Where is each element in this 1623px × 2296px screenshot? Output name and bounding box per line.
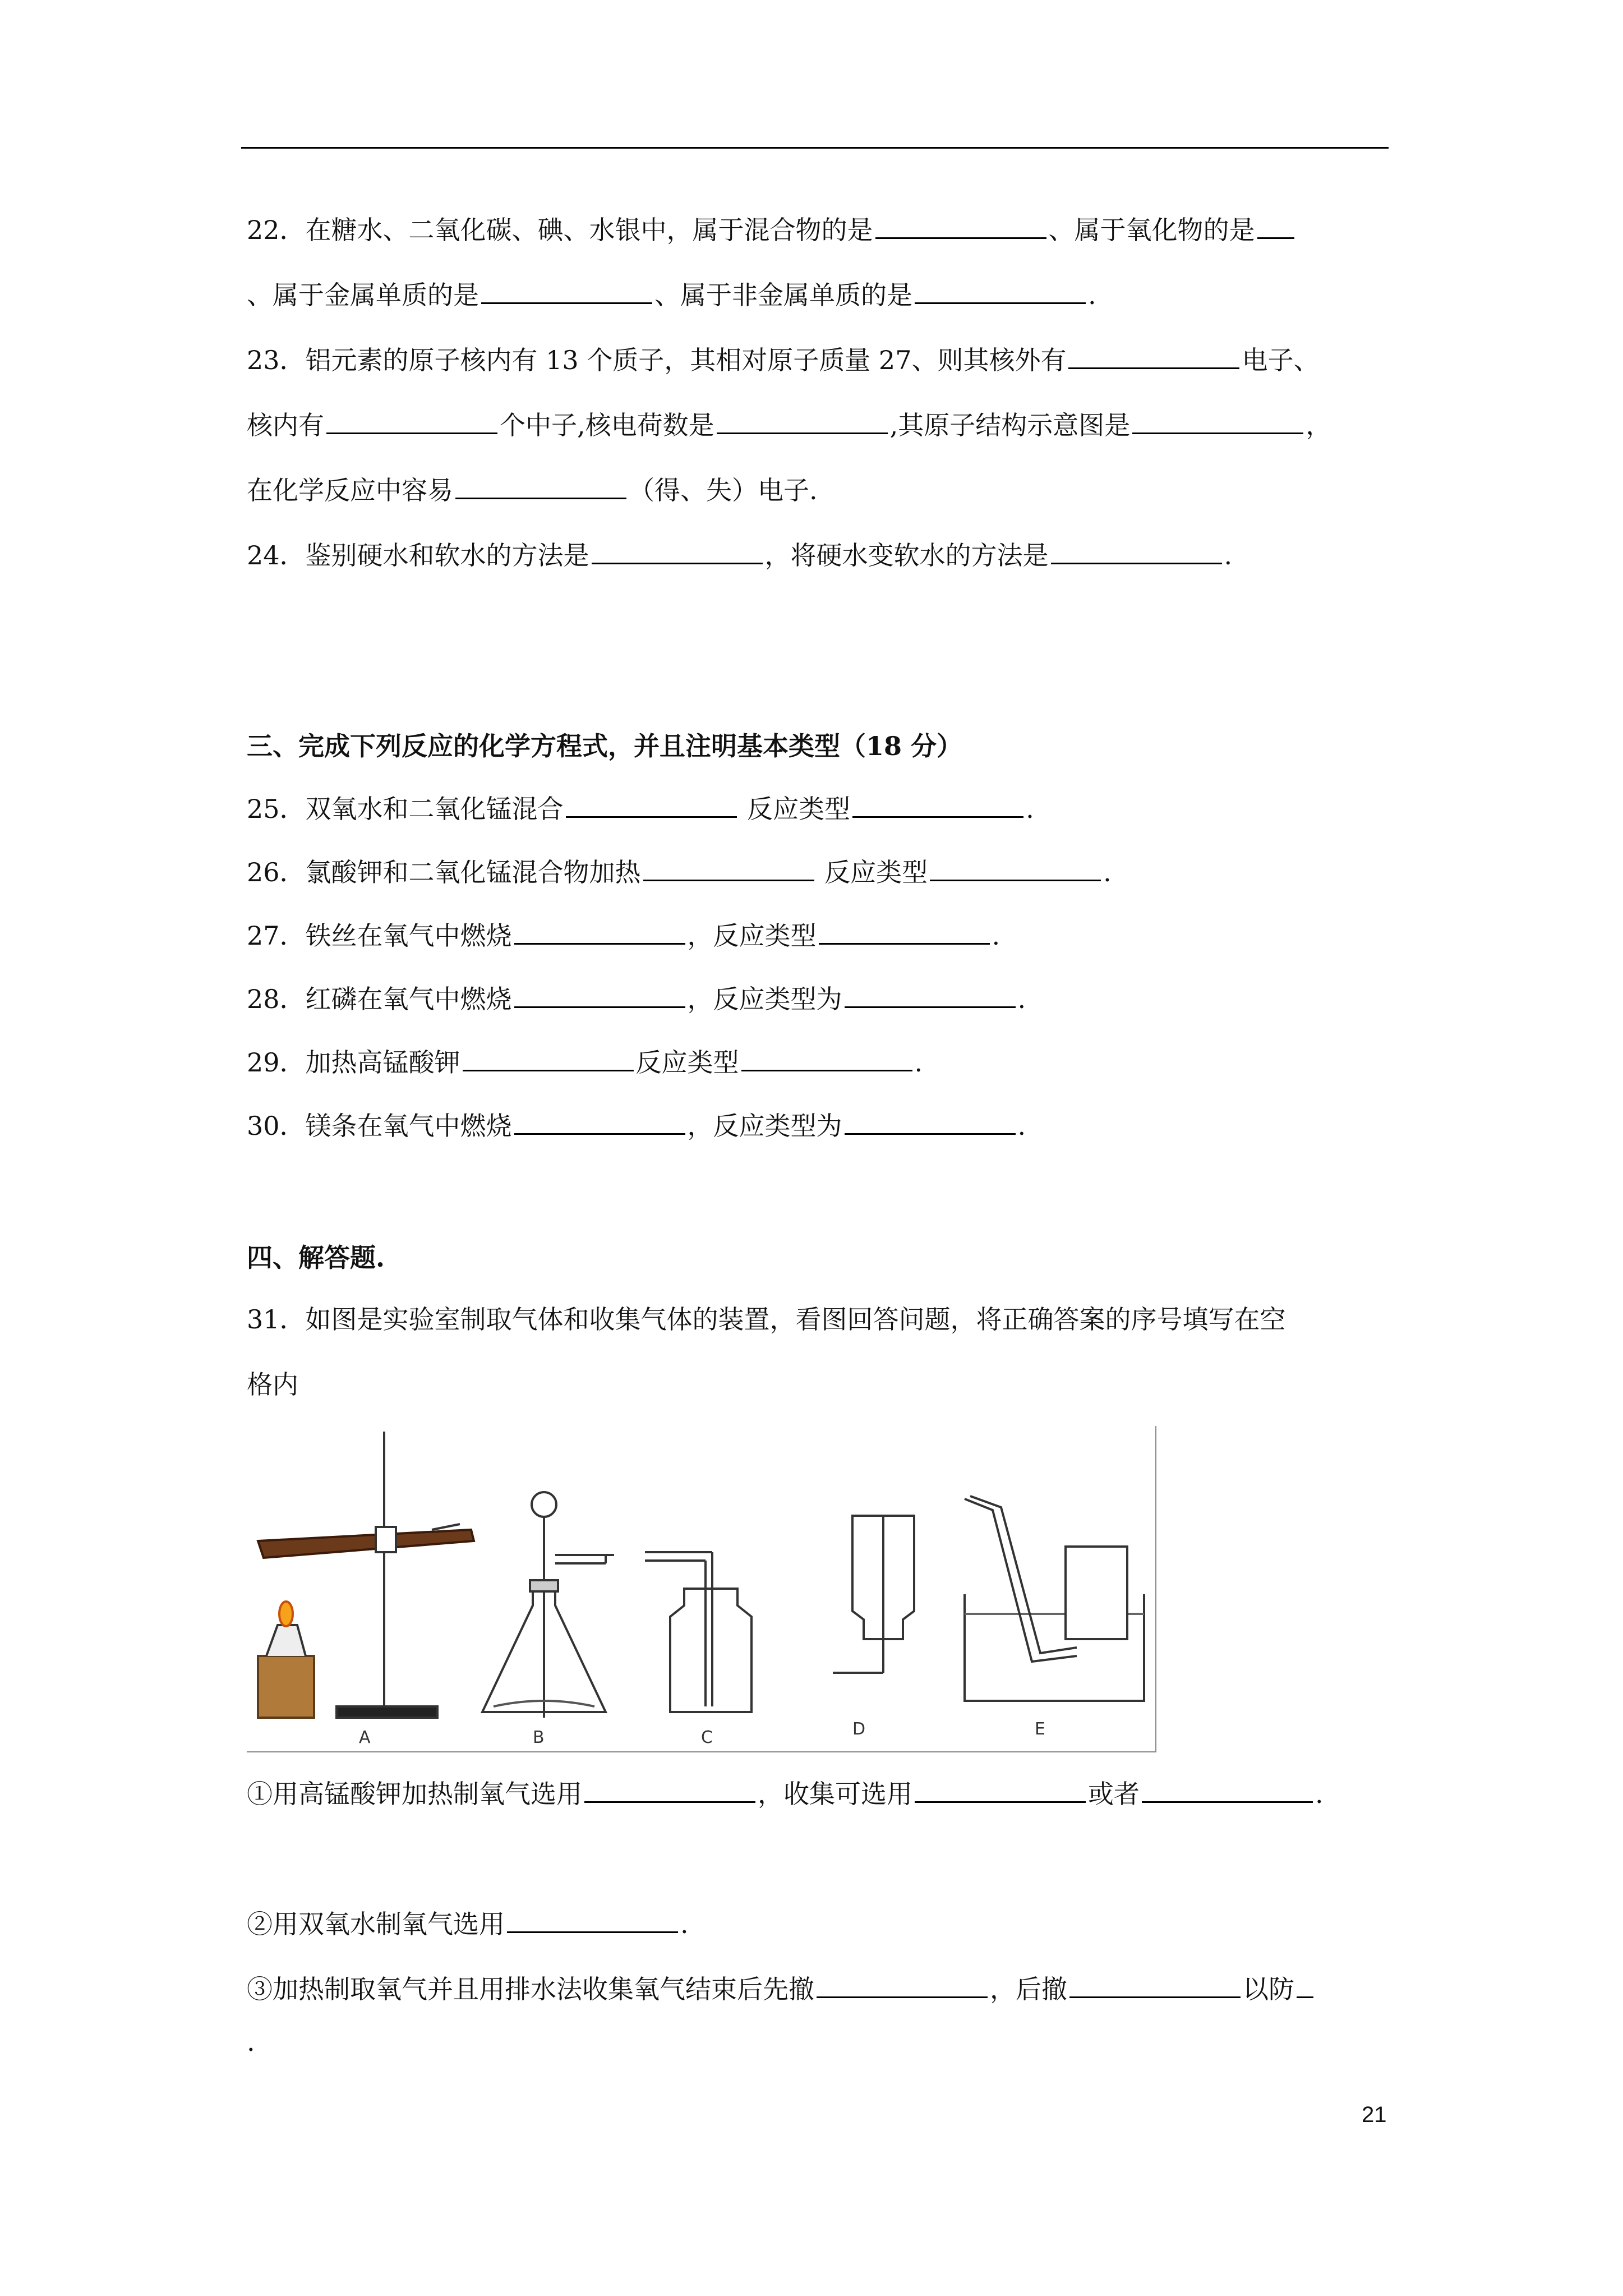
figure-label-c: C xyxy=(701,1728,713,1747)
q31-sub2-text-a: ②用双氧水制氧气选用 xyxy=(247,1909,505,1939)
q24-blank-soften[interactable] xyxy=(1051,539,1222,564)
question-22-line-1 xyxy=(247,213,1297,247)
q24-blank-identify[interactable] xyxy=(592,539,763,564)
question-30 xyxy=(247,1109,1026,1143)
q22-text-b: 、属于氧化物的是 xyxy=(1048,215,1255,245)
question-22-line-2 xyxy=(247,278,1096,312)
q31-sub3-blank-first[interactable] xyxy=(817,1973,988,1998)
q31-sub1-blank-collect-2[interactable] xyxy=(1142,1778,1313,1803)
q31-sub2-text-b: . xyxy=(680,1909,689,1939)
q22-text-c: 、属于金属单质的是 xyxy=(247,280,479,310)
q26-text-b: 反应类型 xyxy=(816,857,928,887)
question-26 xyxy=(247,855,1112,889)
q25-blank-equation[interactable] xyxy=(566,793,737,818)
q23-blank-neutrons[interactable] xyxy=(326,409,497,434)
q23-text-d: 个中子,核电荷数是 xyxy=(500,410,714,440)
q29-blank-type[interactable] xyxy=(741,1046,912,1071)
q29-text-a: 29．加热高锰酸钾 xyxy=(247,1047,460,1078)
q31-sub3-text-b: ，后撤 xyxy=(990,1974,1067,2004)
q24-text-a: 24．鉴别硬水和软水的方法是 xyxy=(247,540,589,570)
q31-sub2-blank-apparatus[interactable] xyxy=(507,1908,678,1933)
q31-sub1-text-a: ①用高锰酸钾加热制氧气选用 xyxy=(247,1779,582,1809)
q25-text-a: 25．双氧水和二氧化锰混合 xyxy=(247,794,564,824)
q31-sub3-text-c: 以防 xyxy=(1243,1974,1294,2004)
q26-blank-type[interactable] xyxy=(930,856,1101,881)
question-25 xyxy=(247,792,1034,826)
q27-text-b: ，反应类型 xyxy=(687,921,817,951)
question-23-line-2 xyxy=(247,408,1331,442)
q27-blank-type[interactable] xyxy=(819,919,990,945)
q29-text-c: . xyxy=(914,1047,923,1078)
q31-sub3-blank-prevent[interactable] xyxy=(1297,1973,1313,1998)
q22-text-e: . xyxy=(1088,280,1096,310)
q23-text-h: （得、失）电子. xyxy=(629,475,818,505)
q28-text-a: 28．红磷在氧气中燃烧 xyxy=(247,984,512,1014)
q22-text-d: 、属于非金属单质的是 xyxy=(654,280,912,310)
q30-blank-type[interactable] xyxy=(845,1110,1016,1135)
q31-sub3-blank-then[interactable] xyxy=(1069,1973,1241,1998)
q23-text-b: 电子、 xyxy=(1242,345,1320,375)
q23-blank-electrons[interactable] xyxy=(1068,344,1239,369)
page-number: 21 xyxy=(1362,2102,1387,2127)
q30-text-a: 30．镁条在氧气中燃烧 xyxy=(247,1111,512,1141)
q31-sub1-text-c: 或者 xyxy=(1088,1779,1140,1809)
section-3-heading: 三、完成下列反应的化学方程式，并且注明基本类型（18 分） xyxy=(247,731,963,761)
q23-text-e: ,其原子结构示意图是 xyxy=(889,410,1131,440)
q30-blank-equation[interactable] xyxy=(514,1110,685,1135)
q23-text-g: 在化学反应中容易 xyxy=(247,475,453,505)
q29-blank-equation[interactable] xyxy=(463,1046,634,1071)
apparatus-diagram xyxy=(247,1426,1155,1751)
q28-text-c: . xyxy=(1017,984,1026,1014)
q25-blank-type[interactable] xyxy=(852,793,1023,818)
question-31-sub-3 xyxy=(247,1972,1316,2006)
q31-sub1-blank-apparatus[interactable] xyxy=(584,1778,755,1803)
q27-text-a: 27．铁丝在氧气中燃烧 xyxy=(247,921,512,951)
figure-label-e: E xyxy=(1035,1719,1045,1739)
apparatus-a-heating-setup xyxy=(258,1432,474,1718)
question-31-sub-1 xyxy=(247,1777,1324,1811)
q22-blank-nonmetal[interactable] xyxy=(915,279,1086,304)
q31-sub1-text-d: . xyxy=(1315,1779,1324,1809)
q28-text-b: ，反应类型为 xyxy=(687,984,842,1014)
q26-text-a: 26．氯酸钾和二氧化锰混合物加热 xyxy=(247,857,641,887)
question-23-line-3 xyxy=(247,473,818,507)
apparatus-e-water-trough xyxy=(965,1496,1144,1701)
question-31-sub-3-end: . xyxy=(247,2027,255,2057)
q24-text-b: ，将硬水变软水的方法是 xyxy=(764,540,1049,570)
question-31-line-1: 31．如图是实验室制取气体和收集气体的装置，看图回答问题，将正确答案的序号填写在空 xyxy=(247,1304,1286,1335)
question-23-line-1 xyxy=(247,343,1319,377)
q25-text-b: 反应类型 xyxy=(739,794,851,824)
apparatus-c-gas-bottle xyxy=(645,1552,751,1712)
q23-text-f: ， xyxy=(1306,410,1332,440)
q30-text-c: . xyxy=(1017,1111,1026,1141)
q23-blank-gain-lose[interactable] xyxy=(455,474,626,499)
q24-text-c: . xyxy=(1224,540,1233,570)
question-28 xyxy=(247,982,1026,1016)
q30-text-b: ，反应类型为 xyxy=(687,1111,842,1141)
q26-blank-equation[interactable] xyxy=(643,856,814,881)
figure-label-d: D xyxy=(852,1719,866,1739)
q31-sub3-text-a: ③加热制取氧气并且用排水法收集氧气结束后先撤 xyxy=(247,1974,814,2004)
q23-text-c: 核内有 xyxy=(247,410,324,440)
q28-blank-equation[interactable] xyxy=(514,983,685,1008)
question-31-line-2: 格内 xyxy=(247,1369,298,1400)
q31-sub1-blank-collect-1[interactable] xyxy=(915,1778,1086,1803)
q22-blank-oxide[interactable] xyxy=(1257,214,1294,239)
figure-label-a: A xyxy=(359,1728,371,1747)
figure-label-b: B xyxy=(533,1728,545,1747)
section-4-heading: 四、解答题. xyxy=(247,1243,385,1273)
question-31-sub-2 xyxy=(247,1907,689,1941)
q23-blank-diagram[interactable] xyxy=(1132,409,1303,434)
q22-text-a: 22．在糖水、二氧化碳、碘、水银中，属于混合物的是 xyxy=(247,215,873,245)
question-24 xyxy=(247,539,1232,572)
q29-text-b: 反应类型 xyxy=(635,1047,739,1078)
q26-text-c: . xyxy=(1103,857,1112,887)
apparatus-figure xyxy=(247,1426,1156,1752)
q23-text-a: 23．铝元素的原子核内有 13 个质子，其相对原子质量 27、则其核外有 xyxy=(247,345,1067,375)
q28-blank-type[interactable] xyxy=(845,983,1016,1008)
question-27 xyxy=(247,919,1000,953)
apparatus-b-flask xyxy=(482,1492,614,1718)
q22-blank-metal[interactable] xyxy=(481,279,652,304)
q27-text-c: . xyxy=(992,921,1000,951)
q25-text-c: . xyxy=(1026,794,1034,824)
apparatus-d-inverted-bottle xyxy=(833,1516,914,1673)
q23-blank-charge[interactable] xyxy=(717,409,888,434)
header-rule xyxy=(241,147,1389,149)
q22-blank-mixture[interactable] xyxy=(875,214,1046,239)
q27-blank-equation[interactable] xyxy=(514,919,685,945)
question-29 xyxy=(247,1046,923,1079)
q31-sub1-text-b: ，收集可选用 xyxy=(758,1779,912,1809)
